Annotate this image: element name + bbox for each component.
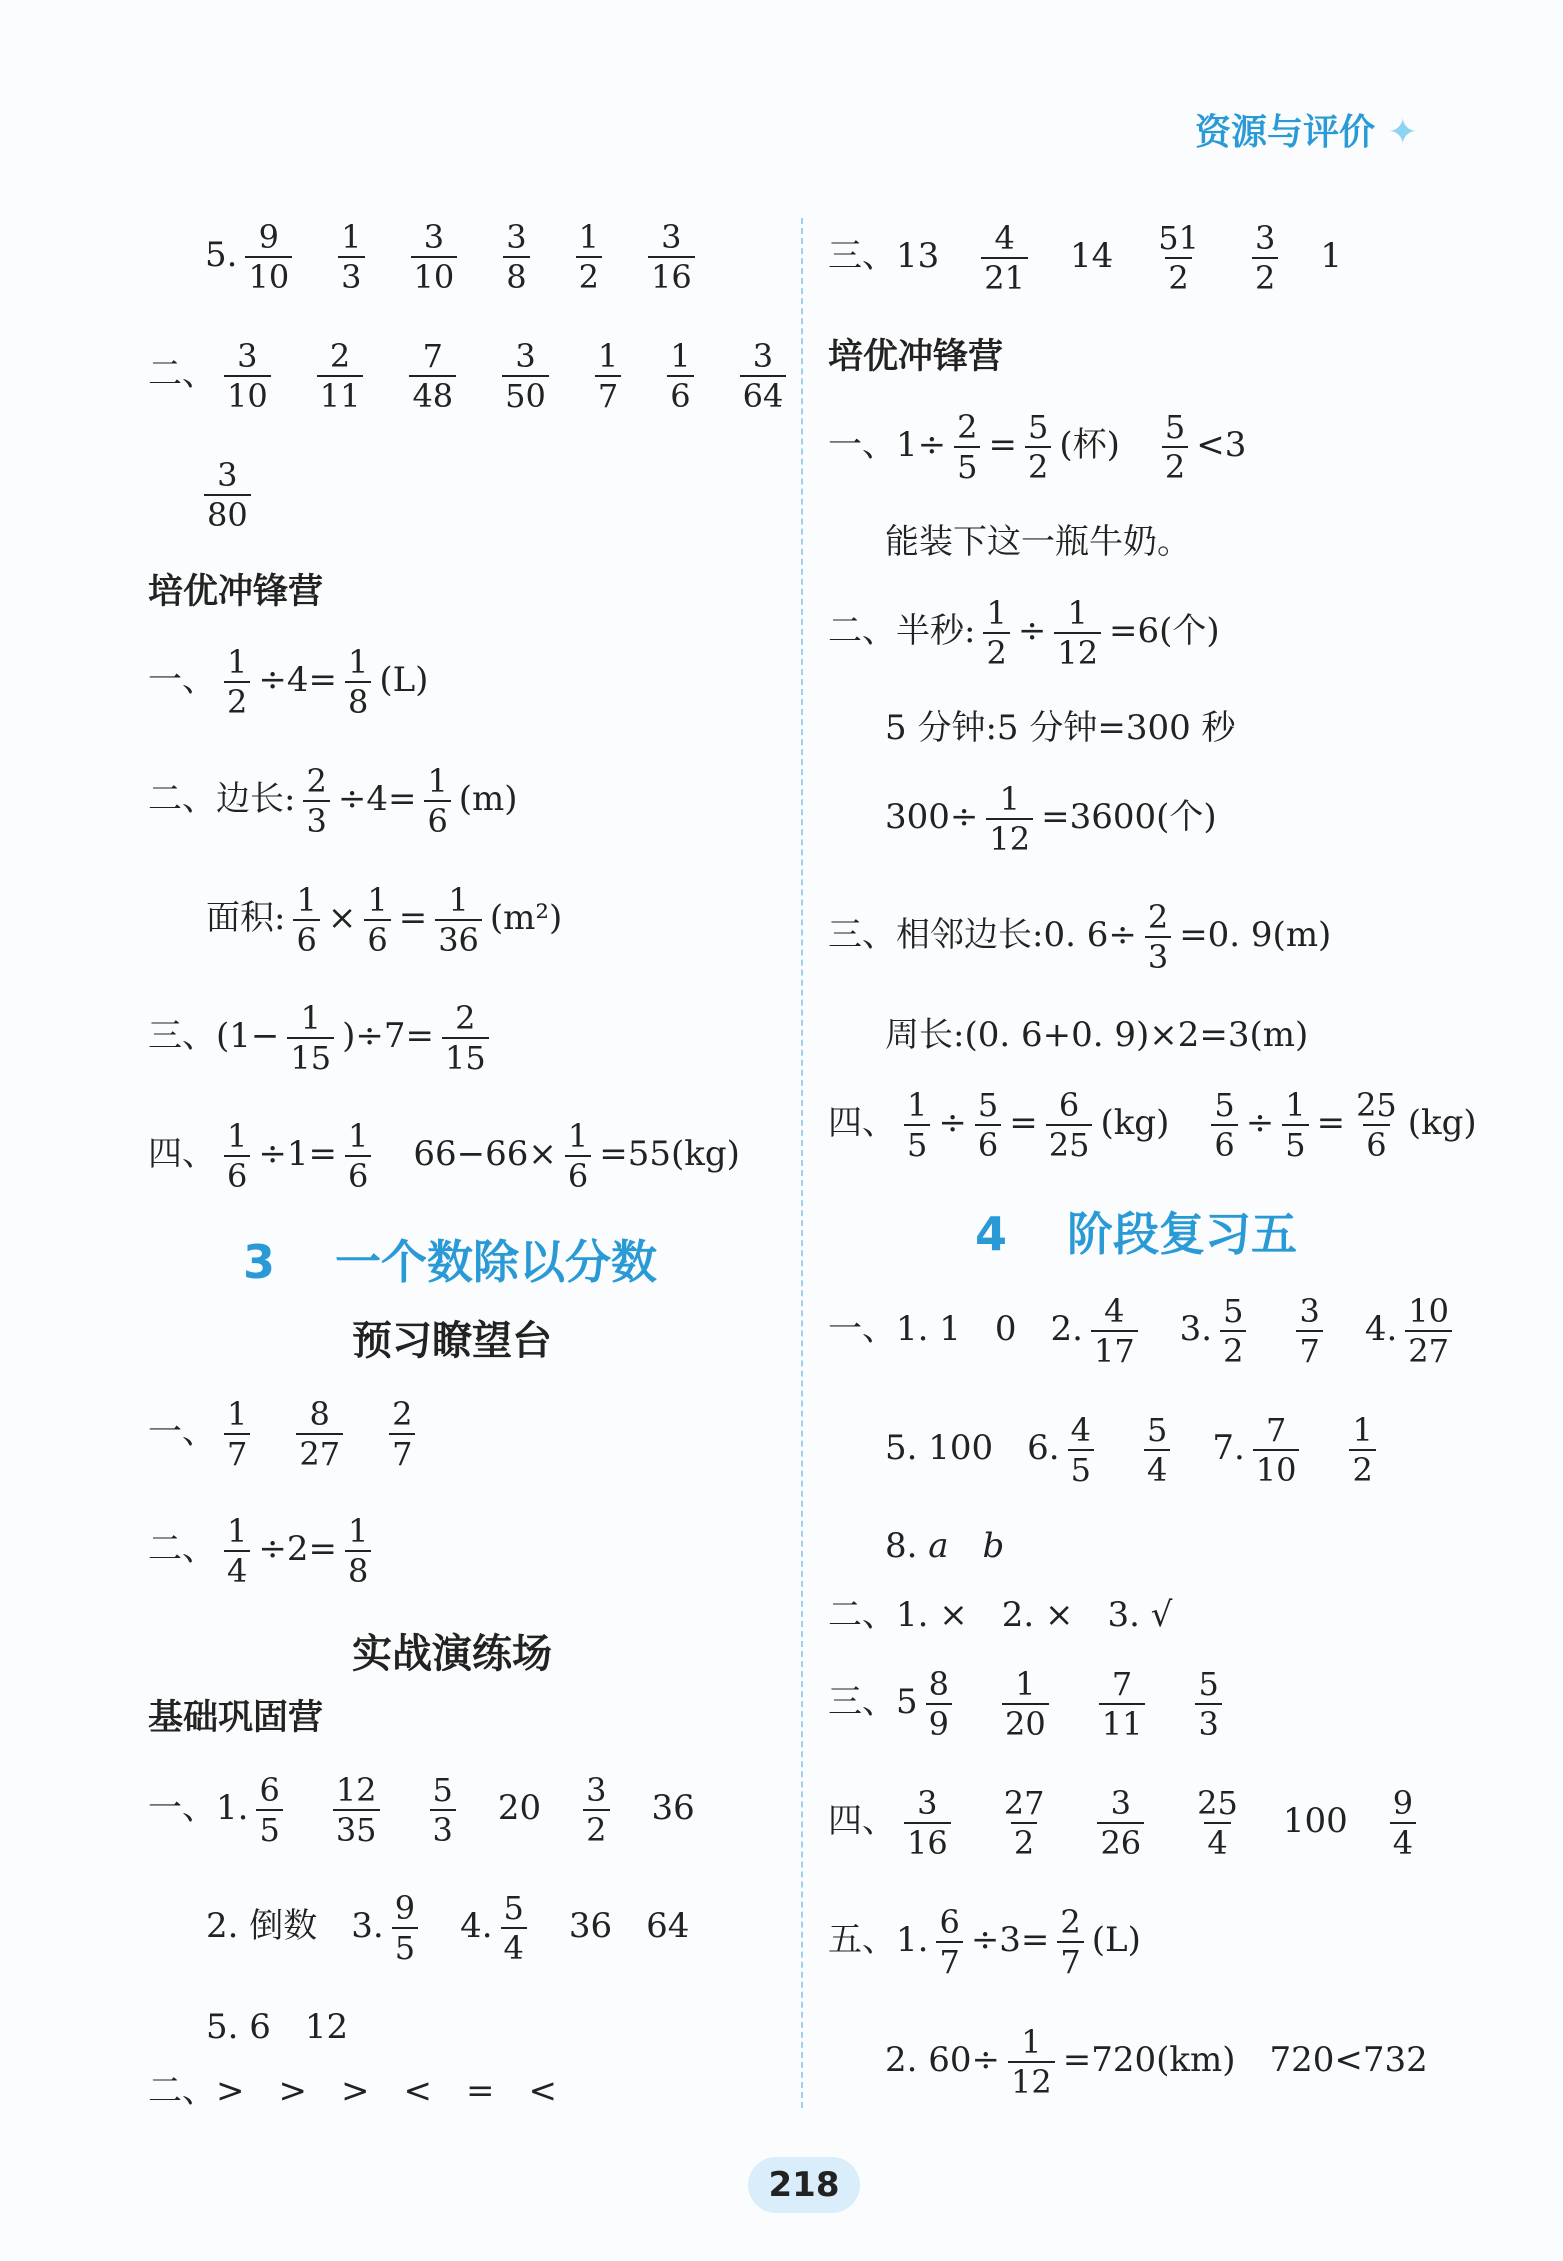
denominator: 5: [1068, 1449, 1094, 1489]
answer-row: 5. 100 6. $\frac{4}{5}$ $\frac{5}{4}$ 7. $\frac{7}{10}$ $\frac{1}{2}$: [885, 1411, 1384, 1489]
denominator: 6: [565, 1155, 591, 1195]
fraction: [1162, 408, 1188, 486]
numerator: 3: [1254, 219, 1276, 257]
fraction: [287, 999, 334, 1077]
numerator: 4: [1104, 1292, 1125, 1330]
denominator: 2: [224, 681, 250, 721]
fraction: [1211, 1086, 1237, 1164]
fraction: [1194, 1784, 1241, 1862]
numerator: 2: [329, 337, 351, 375]
answer-row: 四、 $\frac{3}{16}$ $\frac{27}{2}$ $\frac{3}{26}$ $\frac{25}{4}$ 100 $\frac{9}{4}$: [828, 1784, 1424, 1862]
denominator: 2: [576, 256, 602, 296]
denominator: 7: [389, 1433, 415, 1473]
fraction: [442, 999, 489, 1077]
fraction: [303, 762, 329, 840]
denominator: 6: [345, 1155, 371, 1195]
numerator: 25: [1356, 1086, 1397, 1124]
numerator: 7: [1265, 1411, 1287, 1449]
denominator: 2: [1220, 1330, 1246, 1370]
denominator: 3: [338, 256, 364, 296]
denominator: 11: [317, 375, 364, 415]
numerator: 1: [227, 1512, 248, 1550]
fraction: [293, 881, 319, 959]
numerator: 1: [448, 881, 469, 919]
fraction: [424, 762, 450, 840]
denominator: 4: [501, 1927, 527, 1967]
numerator: 3: [586, 1771, 607, 1809]
numerator: 5: [1164, 408, 1186, 446]
fraction: [1091, 1292, 1138, 1370]
numerator: 7: [1111, 1665, 1133, 1703]
denominator: 20: [1002, 1703, 1049, 1743]
denominator: 2: [1162, 446, 1188, 486]
header-title: 资源与评价 ✦: [1195, 112, 1418, 153]
numerator: 5: [977, 1086, 999, 1124]
answer-row: 能装下这一瓶牛奶。: [885, 522, 1191, 562]
denominator: 4: [224, 1550, 250, 1590]
denominator: 2: [1011, 1822, 1037, 1862]
denominator: 15: [442, 1037, 489, 1077]
fraction: [501, 1889, 527, 1967]
fraction: [1155, 219, 1202, 297]
denominator: 5: [392, 1927, 418, 1967]
answer-row: 三、相邻边长:0. 6÷ $\frac{2}{3}$ =0. 9(m): [828, 898, 1332, 976]
fraction: [904, 1086, 930, 1164]
numerator: 3: [515, 337, 536, 375]
numerator: 3: [917, 1784, 938, 1822]
answer-row: 2. 60÷ $\frac{1}{12}$ =720(km) 720<732: [885, 2023, 1428, 2101]
fraction: [981, 219, 1028, 297]
numerator: 1: [1021, 2023, 1042, 2061]
denominator: 7: [1057, 1941, 1083, 1981]
numerator: 2: [306, 762, 327, 800]
fraction: [392, 1889, 418, 1967]
numerator: 3: [217, 456, 238, 494]
numerator: 1: [670, 337, 691, 375]
fraction: [1002, 1665, 1049, 1743]
answer-row: 面积: $\frac{1}{6}$ × $\frac{1}{6}$ = $\frac{1}{36}$ (m²): [206, 881, 563, 959]
answer-row: 二、半秒: $\frac{1}{2}$ ÷ $\frac{1}{12}$ =6(个): [828, 594, 1220, 672]
denominator: 6: [1363, 1124, 1389, 1164]
denominator: 64: [740, 375, 787, 415]
denominator: 26: [1097, 1822, 1144, 1862]
numerator: 9: [394, 1889, 416, 1927]
fraction: [338, 218, 364, 296]
denominator: 7: [936, 1941, 962, 1981]
denominator: 6: [1211, 1124, 1237, 1164]
denominator: 3: [303, 800, 329, 840]
numerator: 1: [296, 881, 317, 919]
numerator: 9: [258, 218, 279, 256]
numerator: 3: [1299, 1292, 1320, 1330]
denominator: 11: [1099, 1703, 1146, 1743]
numerator: 5: [1027, 408, 1049, 446]
denominator: 10: [224, 375, 271, 415]
fraction: [1405, 1292, 1452, 1370]
fraction: [245, 218, 292, 296]
numerator: 9: [1392, 1784, 1414, 1822]
fraction: [986, 780, 1033, 858]
numerator: 1: [567, 1117, 589, 1155]
numerator: 1: [227, 643, 248, 681]
numerator: 3: [423, 218, 445, 256]
fraction: [983, 594, 1009, 672]
answer-row: 五、1. $\frac{6}{7}$ ÷3= $\frac{2}{7}$ (L): [828, 1903, 1141, 1981]
fraction: [409, 337, 456, 415]
numerator: 5: [1214, 1086, 1235, 1124]
fraction: [1054, 594, 1101, 672]
denominator: 6: [224, 1155, 250, 1195]
answer-row: 5. $\frac{9}{10}$ $\frac{1}{3}$ $\frac{3}{10}$ $\frac{3}{8}$ $\frac{1}{2}$ $\frac{3}{16}$: [205, 218, 703, 296]
fraction: [430, 1771, 456, 1849]
fraction: [1349, 1411, 1375, 1489]
denominator: 5: [954, 446, 980, 486]
denominator: 6: [424, 800, 450, 840]
denominator: 25: [1046, 1124, 1093, 1164]
section-heading: 基础巩固营: [148, 1698, 324, 1738]
fraction: [1057, 1903, 1083, 1981]
numerator: 2: [455, 999, 476, 1037]
denominator: 21: [981, 257, 1028, 297]
denominator: 8: [503, 256, 529, 296]
denominator: 12: [1054, 632, 1101, 672]
denominator: 27: [1405, 1330, 1452, 1370]
numerator: 1: [341, 218, 362, 256]
fraction: [1046, 1086, 1093, 1164]
answer-row: 一、1. $\frac{6}{5}$ $\frac{12}{35}$ $\frac{5}{3}$ 20 $\frac{3}{2}$ 36: [148, 1771, 695, 1849]
numerator: 1: [999, 780, 1020, 818]
numerator: 1: [597, 337, 619, 375]
denominator: 5: [1282, 1124, 1308, 1164]
numerator: 3: [237, 337, 258, 375]
fraction: [648, 218, 695, 296]
answer-row: 300÷ $\frac{1}{12}$ =3600(个): [885, 780, 1217, 858]
numerator: 1: [1015, 1665, 1036, 1703]
fraction: [667, 337, 693, 415]
numerator: 1: [1352, 1411, 1373, 1449]
fraction: [595, 337, 621, 415]
subsection-title: 预习瞭望台: [352, 1318, 552, 1364]
denominator: 7: [595, 375, 621, 415]
fraction: [740, 337, 787, 415]
denominator: 7: [224, 1433, 250, 1473]
answer-row: 一、 $\frac{1}{2}$ ÷4= $\frac{1}{8}$ (L): [148, 643, 429, 721]
answer-row: 一、1÷ $\frac{2}{5}$ = $\frac{5}{2}$ (杯) $\frac{5}{2}$ <3: [828, 408, 1247, 486]
section-title: 4 阶段复习五: [975, 1207, 1298, 1261]
denominator: 2: [1252, 257, 1278, 297]
numerator: 8: [309, 1395, 330, 1433]
denominator: 2: [1349, 1449, 1375, 1489]
denominator: 6: [975, 1124, 1001, 1164]
numerator: 1: [347, 1512, 369, 1550]
fraction: [503, 218, 529, 296]
section-title: 3 一个数除以分数: [243, 1235, 658, 1289]
answer-row: 二、 $\frac{1}{4}$ ÷2= $\frac{1}{8}$: [148, 1512, 379, 1590]
fraction: [296, 1395, 343, 1473]
answer-row: 一、 $\frac{1}{7}$ $\frac{8}{27}$ $\frac{2}{7}$: [148, 1395, 423, 1473]
answer-row: 三、13 $\frac{4}{21}$ 14 $\frac{51}{2}$ $\frac{3}{2}$ 1: [828, 219, 1342, 297]
numerator: 1: [986, 594, 1007, 632]
denominator: 6: [364, 919, 390, 959]
fraction: [435, 881, 482, 959]
fraction: [502, 337, 549, 415]
denominator: 6: [667, 375, 693, 415]
fraction: [1144, 1411, 1170, 1489]
answer-row: 四、 $\frac{1}{6}$ ÷1= $\frac{1}{6}$ 66−66× $\frac{1}{6}$ =55(kg): [148, 1117, 740, 1195]
fraction: [1253, 1411, 1300, 1489]
denominator: 9: [926, 1703, 952, 1743]
numerator: 5: [432, 1771, 453, 1809]
answer-row: 5 分钟:5 分钟=300 秒: [885, 708, 1236, 748]
numerator: 4: [1070, 1411, 1091, 1449]
numerator: 6: [259, 1771, 280, 1809]
numerator: 3: [752, 337, 774, 375]
numerator: 7: [422, 337, 443, 375]
fraction: [204, 456, 251, 534]
fraction: [936, 1903, 962, 1981]
fraction: [576, 218, 602, 296]
fraction: [565, 1117, 591, 1195]
numerator: 1: [347, 1117, 369, 1155]
fraction: [224, 1395, 250, 1473]
denominator: 5: [904, 1124, 930, 1164]
denominator: 4: [1144, 1449, 1170, 1489]
denominator: 12: [986, 818, 1033, 858]
answer-row: 三、5 $\frac{8}{9}$ $\frac{1}{20}$ $\frac{7}{11}$ $\frac{5}{3}$: [828, 1665, 1230, 1743]
fraction: [1099, 1665, 1146, 1743]
fraction: [345, 1117, 371, 1195]
denominator: 5: [256, 1809, 282, 1849]
denominator: 2: [583, 1809, 609, 1849]
answer-row: 四、 $\frac{1}{5}$ ÷ $\frac{5}{6}$ = $\frac{6}{25}$ (kg) $\frac{5}{6}$ ÷ $\frac{1}{5}$ = $\frac{25}{6}$ (kg): [828, 1086, 1477, 1164]
denominator: 2: [983, 632, 1009, 672]
fraction: [954, 408, 980, 486]
fraction: [904, 1784, 951, 1862]
numerator: 6: [1058, 1086, 1080, 1124]
numerator: 1: [907, 1086, 928, 1124]
fraction: [224, 1512, 250, 1590]
denominator: 17: [1091, 1330, 1138, 1370]
numerator: 1: [227, 1395, 248, 1433]
fraction: [583, 1771, 609, 1849]
numerator: 3: [506, 218, 527, 256]
answer-row: 2. 倒数 3. $\frac{9}{5}$ 4. $\frac{5}{4}$ 36 64: [206, 1889, 690, 1967]
answer-row: 三、(1− $\frac{1}{15}$ )÷7= $\frac{2}{15}$: [148, 999, 497, 1077]
fraction: [1353, 1086, 1400, 1164]
denominator: 27: [296, 1433, 343, 1473]
numerator: 2: [957, 408, 978, 446]
page-number: 218: [748, 2157, 860, 2213]
denominator: 8: [345, 681, 371, 721]
denominator: 80: [204, 494, 251, 534]
denominator: 7: [1296, 1330, 1322, 1370]
numerator: 5: [503, 1889, 524, 1927]
answer-row: 二、1. × 2. × 3. √: [828, 1595, 1173, 1635]
fraction: [224, 643, 250, 721]
denominator: 4: [1390, 1822, 1416, 1862]
numerator: 2: [1060, 1903, 1081, 1941]
section-heading: 培优冲锋营: [148, 572, 324, 612]
fraction: [411, 218, 458, 296]
fraction: [1068, 1411, 1094, 1489]
fraction: [345, 643, 371, 721]
numerator: 2: [392, 1395, 413, 1433]
fraction: [1390, 1784, 1416, 1862]
numerator: 51: [1158, 219, 1199, 257]
numerator: 3: [661, 218, 682, 256]
answer-row: 一、1. 1 0 2. $\frac{4}{17}$ 3. $\frac{5}{2}$ $\frac{3}{7}$ 4. $\frac{10}{27}$: [828, 1292, 1460, 1370]
fraction: [224, 337, 271, 415]
fraction: [389, 1395, 415, 1473]
answer-row: 二、边长: $\frac{2}{3}$ ÷4= $\frac{1}{6}$ (m): [148, 762, 518, 840]
denominator: 6: [293, 919, 319, 959]
numerator: 1: [578, 218, 599, 256]
denominator: 10: [411, 256, 458, 296]
splash-icon: ✦: [1387, 112, 1418, 153]
fraction: [256, 1771, 282, 1849]
answer-row: 周长:(0. 6+0. 9)×2=3(m): [885, 1015, 1309, 1055]
answer-row: [196, 456, 259, 534]
numerator: 3: [1110, 1784, 1131, 1822]
fraction: [926, 1665, 952, 1743]
fraction: [1145, 898, 1171, 976]
denominator: 15: [287, 1037, 334, 1077]
numerator: 8: [928, 1665, 949, 1703]
numerator: 10: [1408, 1292, 1450, 1330]
numerator: 2: [1147, 898, 1169, 936]
denominator: 3: [1195, 1703, 1221, 1743]
fraction: [1282, 1086, 1308, 1164]
numerator: 12: [335, 1771, 377, 1809]
fraction: [364, 881, 390, 959]
denominator: 3: [430, 1809, 456, 1849]
denominator: 8: [345, 1550, 371, 1590]
fraction: [345, 1512, 371, 1590]
subsection-title: 实战演练场: [352, 1631, 552, 1677]
fraction: [224, 1117, 250, 1195]
denominator: 12: [1008, 2061, 1055, 2101]
numerator: 1: [1067, 594, 1088, 632]
numerator: 5: [1223, 1292, 1244, 1330]
answer-row: 8. a b: [885, 1526, 1005, 1566]
denominator: 2: [1025, 446, 1051, 486]
denominator: 10: [1253, 1449, 1300, 1489]
fraction: [1252, 219, 1278, 297]
denominator: 10: [245, 256, 292, 296]
numerator: 1: [300, 999, 321, 1037]
denominator: 48: [409, 375, 456, 415]
numerator: 1: [1285, 1086, 1306, 1124]
numerator: 1: [347, 643, 369, 681]
answer-row: 二、> > > < = <: [148, 2071, 557, 2111]
denominator: 4: [1204, 1822, 1230, 1862]
answer-row: 二、 $\frac{3}{10}$ $\frac{2}{11}$ $\frac{7}{48}$ $\frac{3}{50}$ $\frac{1}{7}$ $\frac{1}{6}$ $\frac{3}{64}$: [148, 337, 794, 415]
fraction: [333, 1771, 380, 1849]
numerator: 5: [1146, 1411, 1168, 1449]
numerator: 4: [994, 219, 1015, 257]
section-heading: 培优冲锋营: [828, 337, 1004, 377]
numerator: 1: [427, 762, 448, 800]
fraction: [1195, 1665, 1221, 1743]
numerator: 25: [1197, 1784, 1238, 1822]
denominator: 16: [648, 256, 695, 296]
denominator: 36: [435, 919, 482, 959]
fraction: [1008, 2023, 1055, 2101]
fraction: [1001, 1784, 1048, 1862]
denominator: 35: [333, 1809, 380, 1849]
denominator: 3: [1145, 936, 1171, 976]
numerator: 6: [939, 1903, 960, 1941]
denominator: 50: [502, 375, 549, 415]
numerator: 27: [1003, 1784, 1045, 1822]
fraction: [1025, 408, 1051, 486]
denominator: 16: [904, 1822, 951, 1862]
column-divider: [801, 218, 803, 2108]
numerator: 1: [367, 881, 388, 919]
fraction: [975, 1086, 1001, 1164]
denominator: 2: [1165, 257, 1191, 297]
answer-row: 5. 6 12: [206, 2007, 349, 2047]
fraction: [1296, 1292, 1322, 1370]
fraction: [317, 337, 364, 415]
fraction: [1097, 1784, 1144, 1862]
numerator: 5: [1198, 1665, 1219, 1703]
fraction: [1220, 1292, 1246, 1370]
numerator: 1: [227, 1117, 248, 1155]
